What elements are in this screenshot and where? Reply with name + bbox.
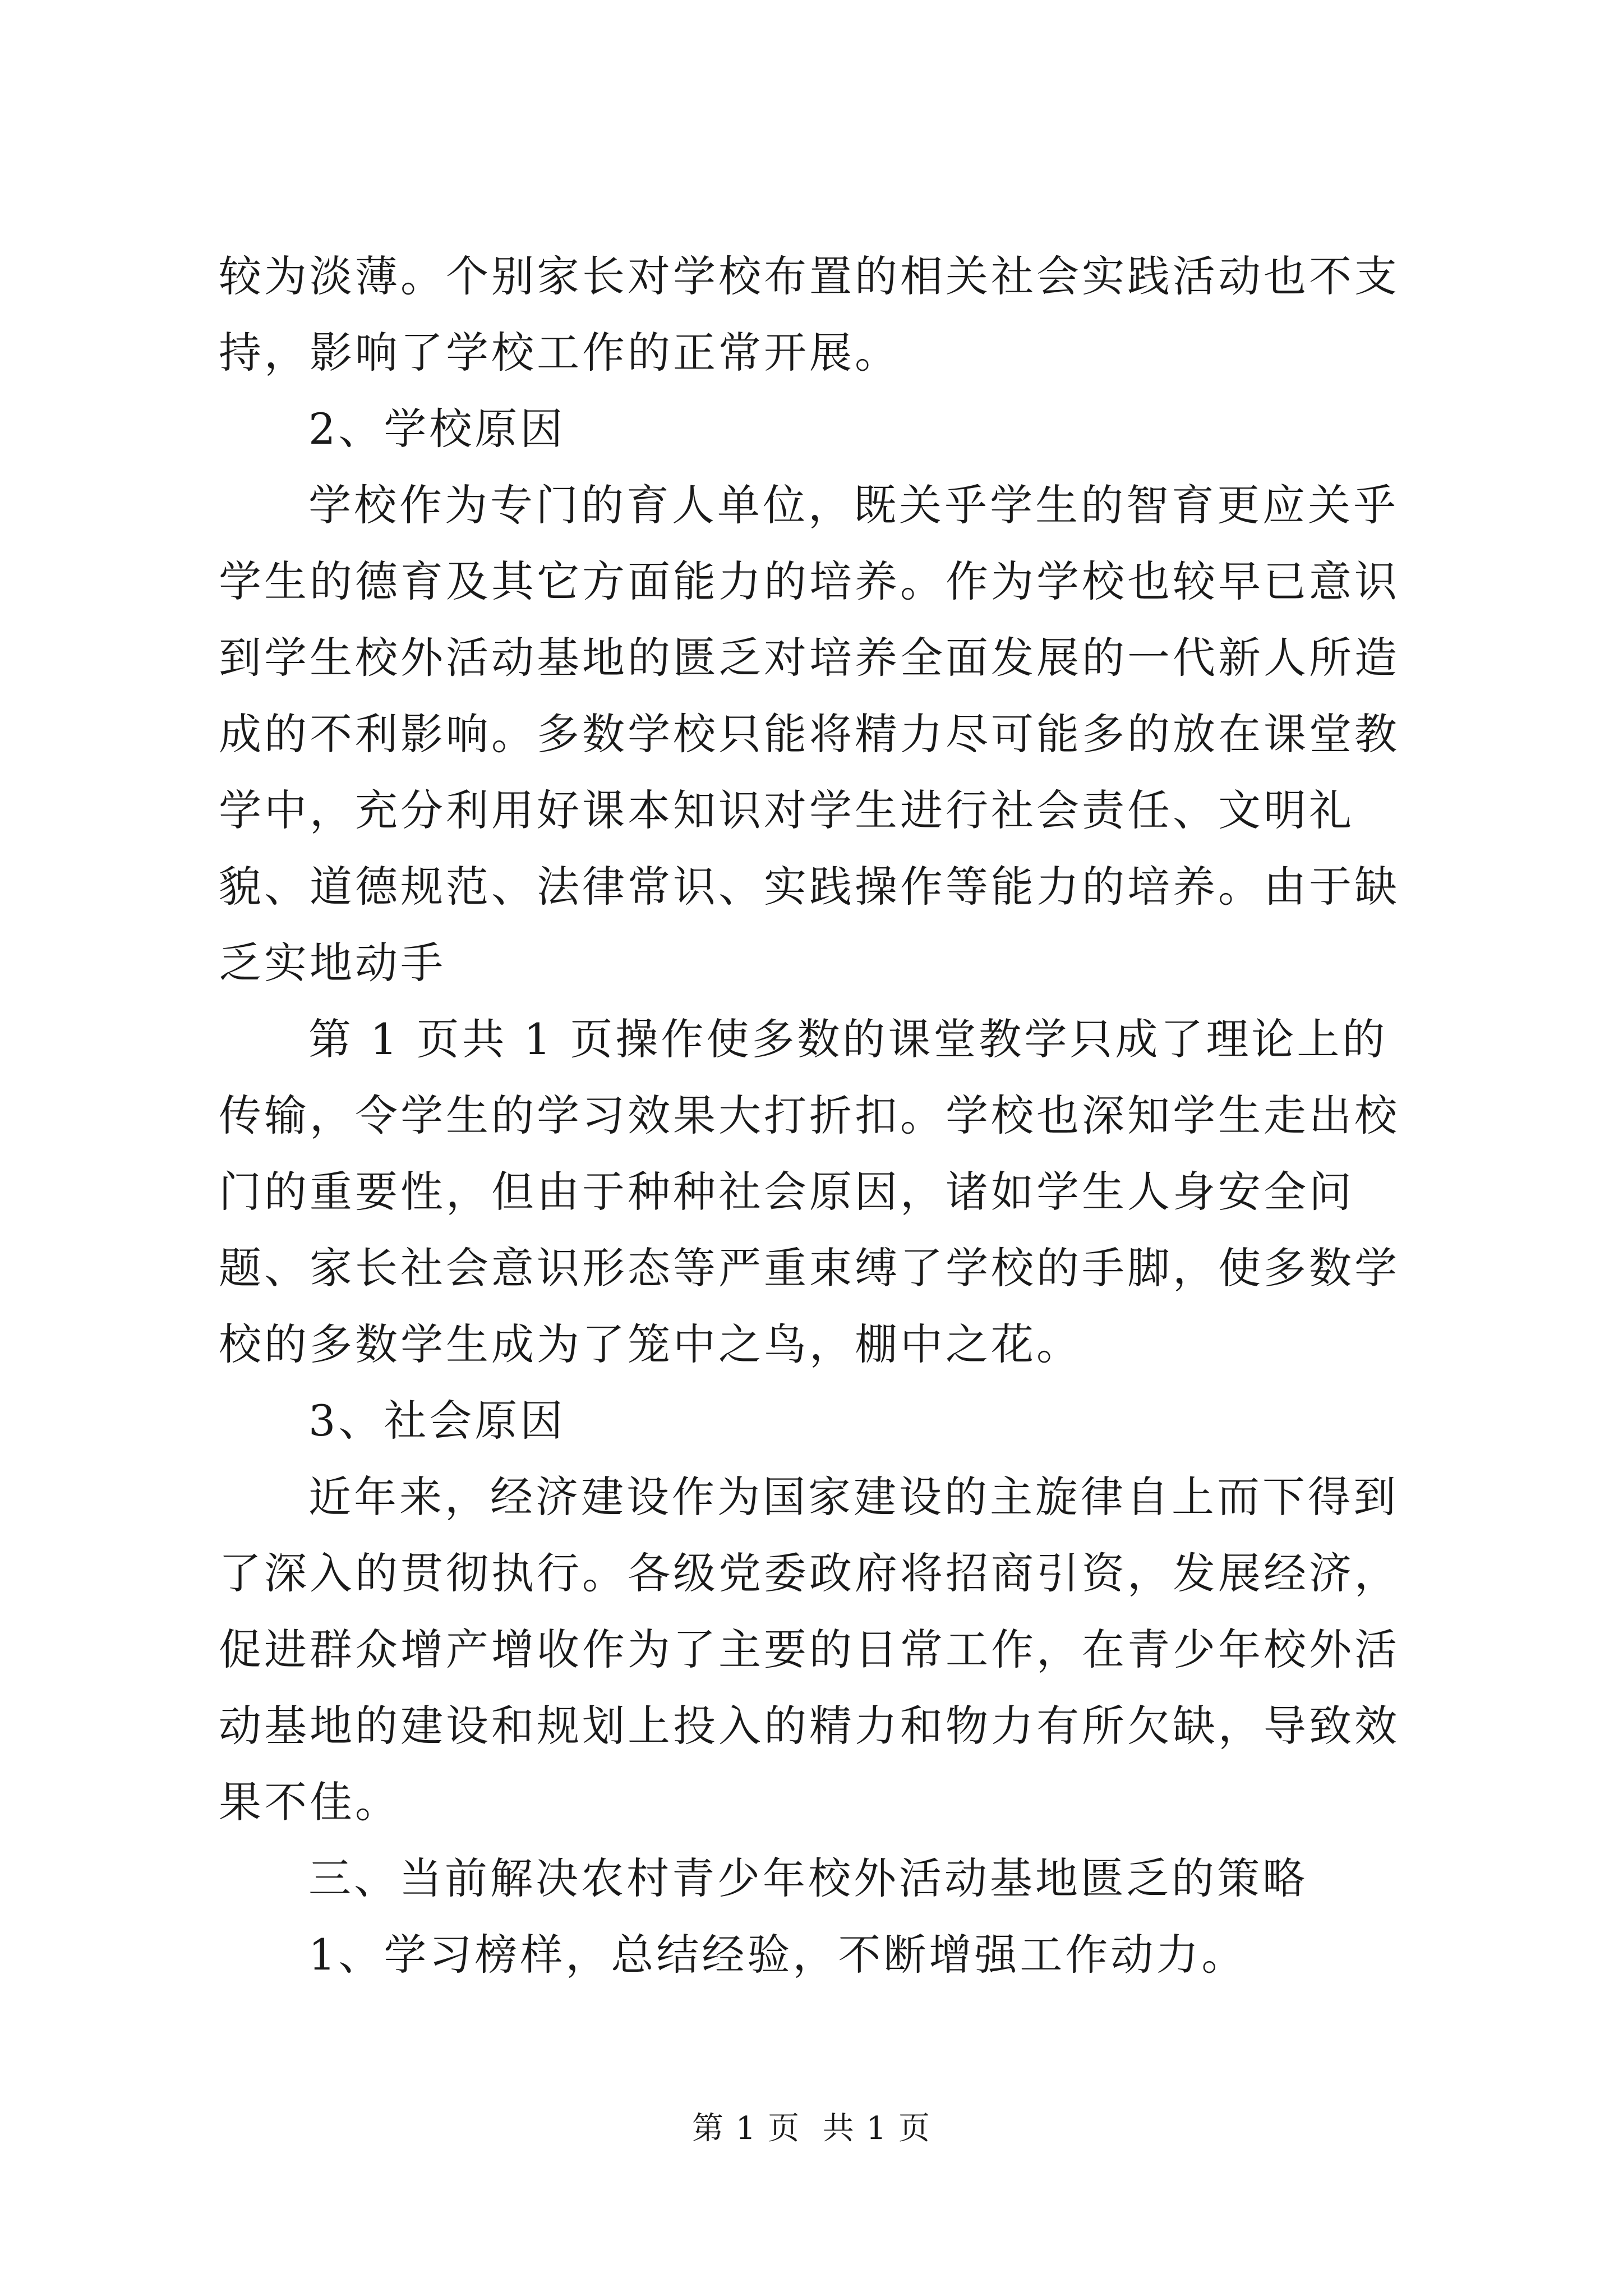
paragraph-school-reasons-cont: 第 1 页共 1 页操作使多数的课堂教学只成了理论上的传输，令学生的学习效果大打折扣。学校也深知学生走出校门的重要性，但由于种种社会原因，诸如学生人身安全问题、家长社会意识形态等严重束缚了学校的手脚，使多数学校的多数学生成为了笼中之鸟，棚中之花。 — [219, 1014, 1400, 1369]
paragraph-school-reasons: 学校作为专门的育人单位，既关乎学生的智育更应关乎学生的德育及其它方面能力的培养。作为学校也较早已意识到学生校外活动基地的匮乏对培养全面发展的一代新人所造成的不利影响。多数学校只能将精力尽可能多的放在课堂教学中，充分利用好课本知识对学生进行社会责任、文明礼貌、道德规范、法律常识、实践操作等能力的培养。由于缺乏实地动手 — [219, 480, 1400, 988]
paragraph-social-reasons: 近年来，经济建设作为国家建设的主旋律自上而下得到了深入的贯彻执行。各级党委政府将招商引资，发展经济，促进群众增产增收作为了主要的日常工作，在青少年校外活动基地的建设和规划上投入的精力和物力有所欠缺，导致效果不佳。 — [219, 1472, 1400, 1827]
heading-school-reasons: 2、学校原因 — [308, 404, 566, 454]
paragraph-continuation: 较为淡薄。个别家长对学校布置的相关社会实践活动也不支持，影响了学校工作的正常开展。 — [219, 251, 1400, 378]
heading-strategies: 三、当前解决农村青少年校外活动基地匮乏的策略 — [308, 1853, 1308, 1903]
paragraph-strategy-1: 1、学习榜样，总结经验，不断增强工作动力。 — [308, 1930, 1247, 1980]
page-number-label: 第 1 页 共 1 页 — [691, 2110, 932, 2147]
page-footer — [0, 2109, 1623, 2148]
document-body — [219, 238, 1424, 1993]
heading-social-reasons: 3、社会原因 — [308, 1396, 566, 1446]
